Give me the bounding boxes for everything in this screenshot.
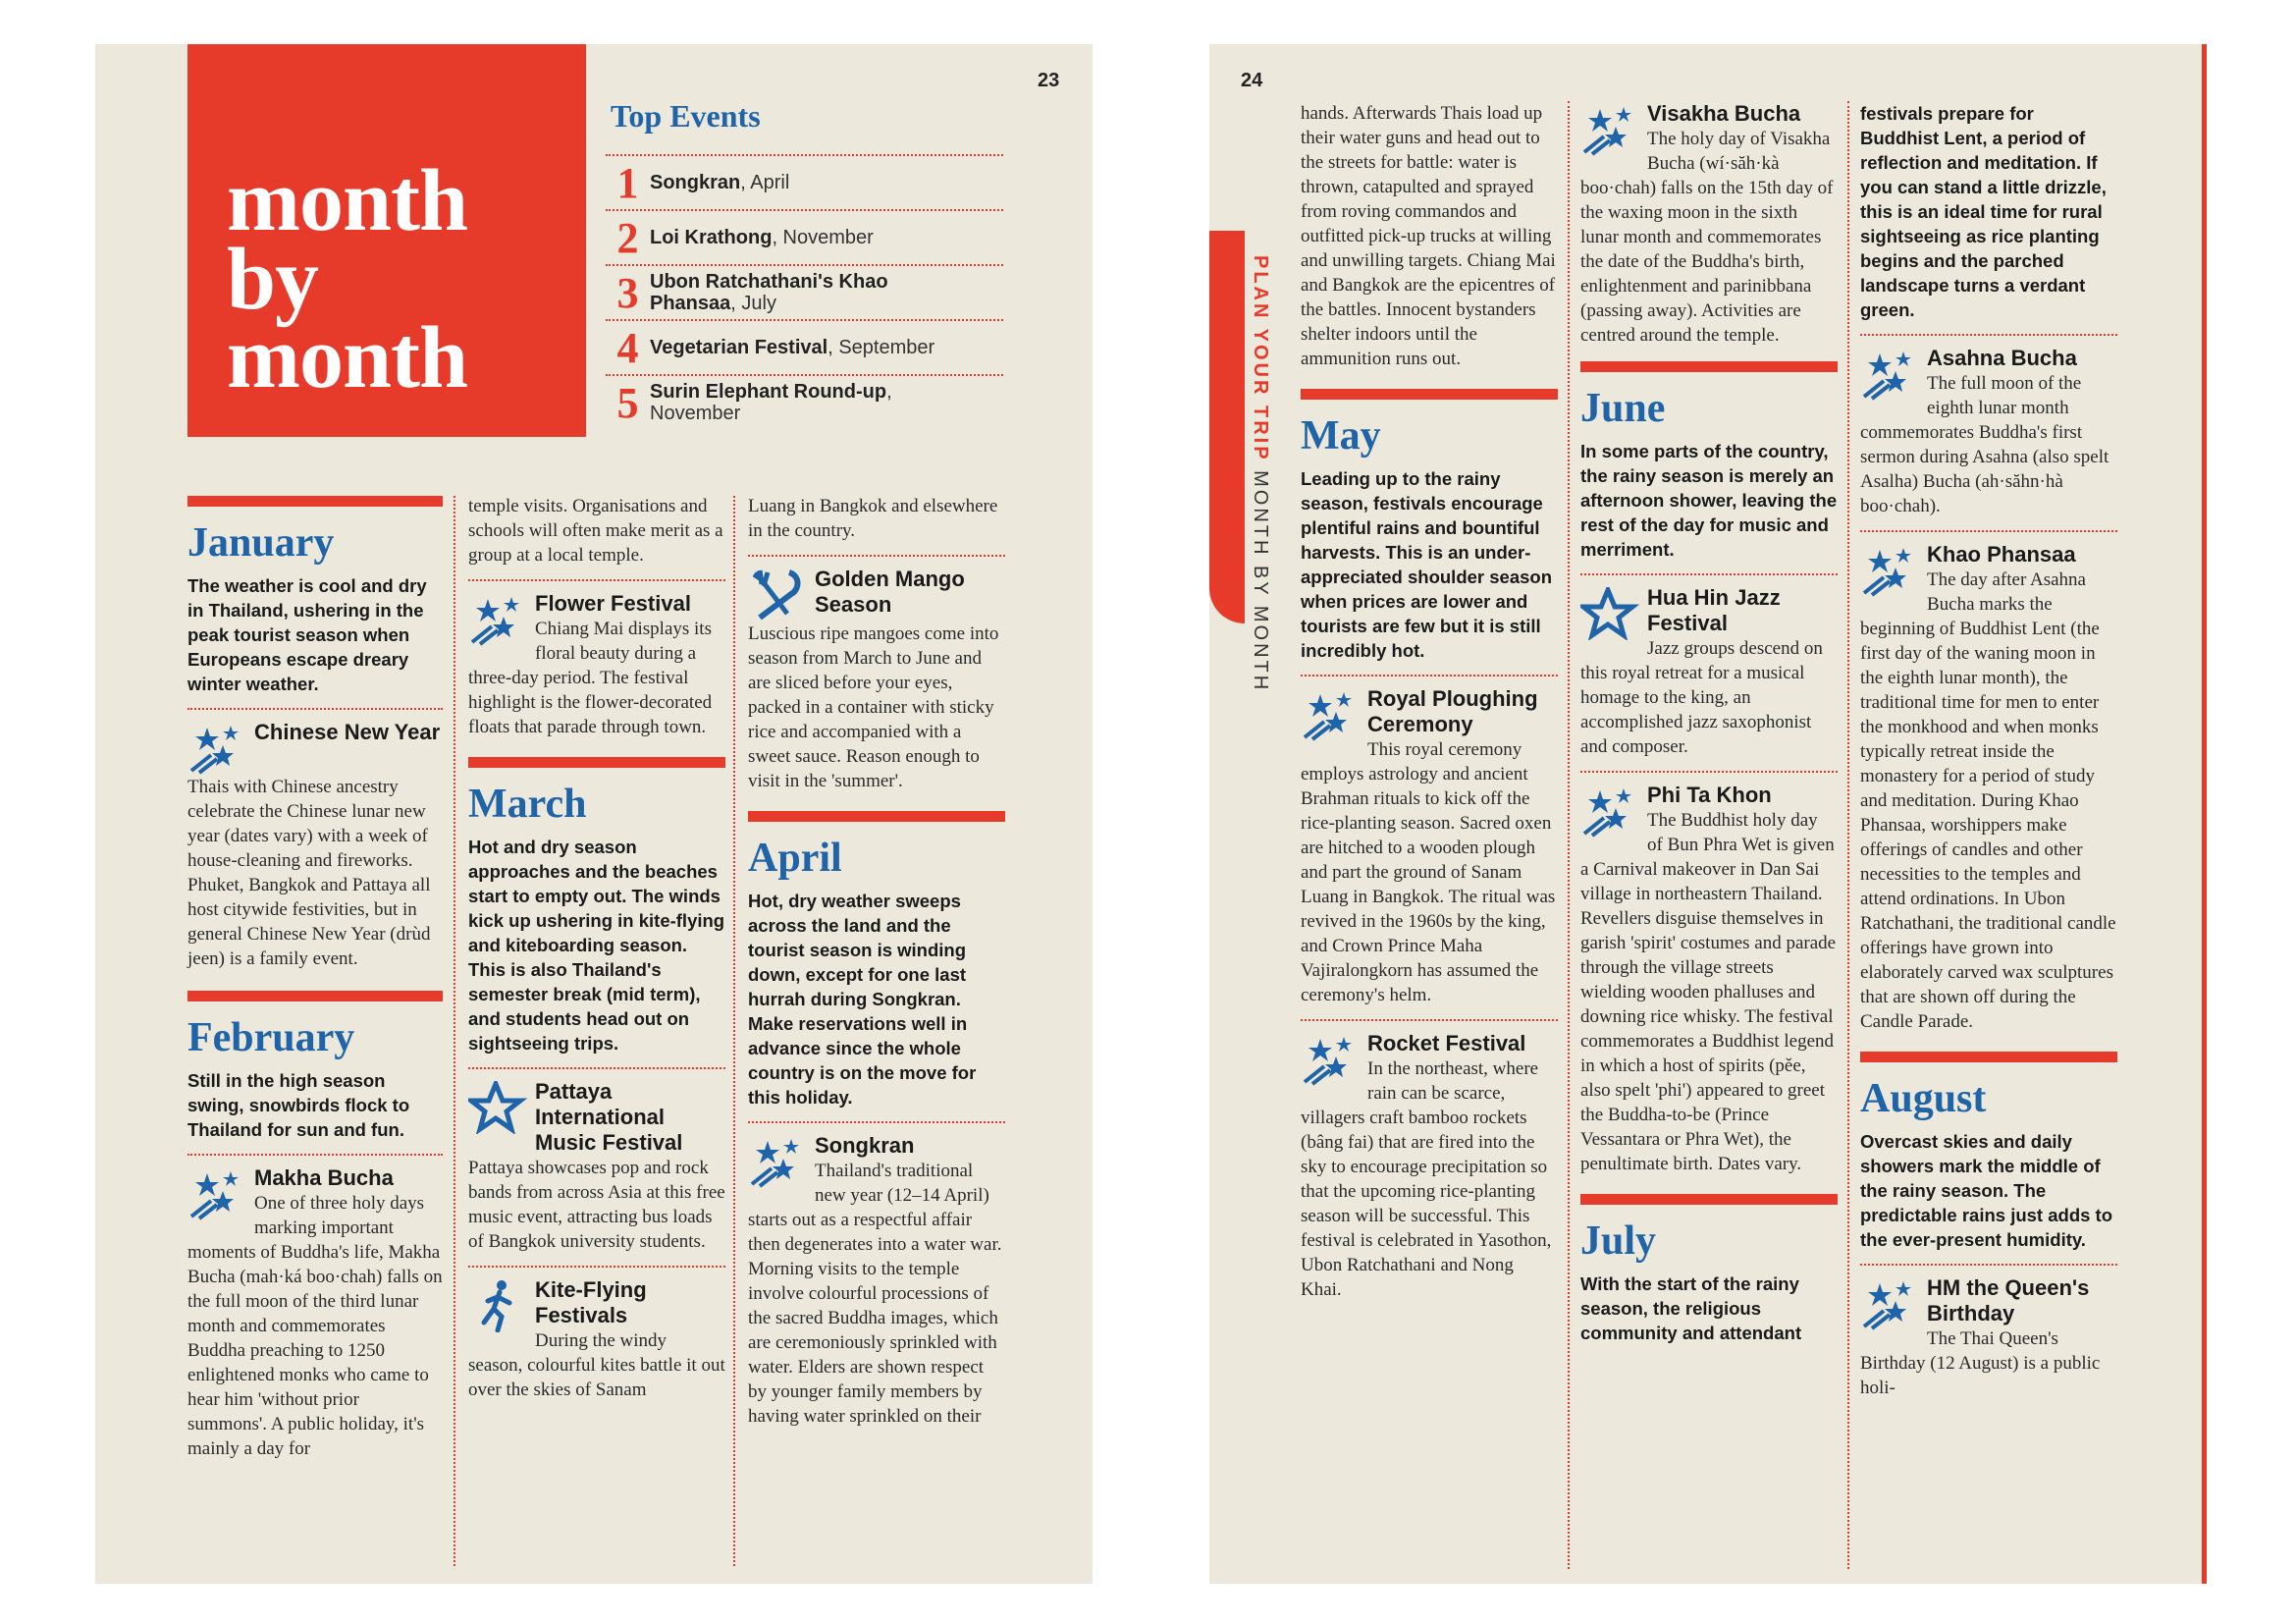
month-heading-february: February (187, 1015, 355, 1060)
event-body: Chiang Mai displays its floral beauty during a three-day period. The festival highlight is the flower-decorated floats that parade through town. (468, 619, 713, 737)
column-divider (1847, 101, 1849, 1569)
fireworks-icon (1860, 544, 1921, 597)
event-body: Pattaya showcases pop and rock bands from across Asia at this free music event, attracting bus loads of Bangkok university students. (468, 1158, 725, 1252)
top-event-detail: , November (772, 227, 874, 248)
column-1 (187, 496, 443, 1461)
month-heading-january: January (187, 520, 335, 566)
top-event-number: 4 (616, 323, 639, 372)
column-divider (733, 496, 735, 1566)
month-intro: Still in the high season swing, snowbirds flock to Thailand for sun and fun. (187, 1070, 410, 1140)
column-1 (1301, 101, 1558, 1302)
fireworks-icon (468, 593, 529, 646)
top-event-item (606, 154, 1003, 209)
event-body: The day after Asahna Bucha marks the beginning of Buddhist Lent (the first day of the waning moon in the eighth lunar month), the traditional time for men to enter the monkhood and when monks typically retreat inside the monastery for a period of study and meditation. During Khao Phansaa, worshippers make offerings of candles and other necessities to the temples and attend ordinations. In Ubon Ratchathani, the traditional candle offerings have grown into elaborately carved wax sculptures that are shown off during the Candle Parade. (1860, 569, 2116, 1032)
month-intro: Hot and dry season approaches and the beaches start to empty out. The winds kick up ushering in kite-flying and kiteboarding season. This is also Thailand's semester break (mid term), and students head out on sightseeing trips. (468, 837, 725, 1054)
event-title: Songkran (815, 1133, 915, 1158)
top-event-item (606, 374, 1003, 429)
column-2 (1580, 101, 1838, 1345)
month-intro: Hot, dry weather sweeps across the land and the tourist season is winding down, except for one last hurrah during Songkran. Make reservations well in advance since the whole country is on the move for this holiday. (748, 891, 977, 1108)
event-title: Pattaya International Music Festival (535, 1079, 683, 1155)
fireworks-icon (187, 1167, 248, 1220)
month-rule (1580, 361, 1838, 372)
top-event-detail: , July (730, 293, 776, 314)
page-number: 24 (1241, 70, 1263, 91)
continued-text: Luang in Bangkok and elsewhere in the country. (748, 496, 998, 541)
top-event-number: 3 (616, 268, 639, 317)
event-body: This royal ceremony employs astrology and ancient Brahman rituals to kick off the rice-planting season. Sacred oxen are hitched to a wooden plough and part the ground of Sanam Luang in Bangkok. The ritual was revived in the 1960s by the king, and Crown Prince Maha Vajiralongkorn has assumed the ceremony's helm. (1301, 739, 1556, 1005)
event-body: During the windy season, colourful kites battle it out over the skies of Sanam (468, 1330, 725, 1400)
month-rule (187, 496, 443, 507)
top-event-name: Surin Elephant Round-up (650, 381, 887, 403)
month-heading-august: August (1860, 1076, 1987, 1121)
top-event-name: Vegetarian Festival (650, 337, 828, 358)
continued-text: hands. Afterwards Thais load up their water guns and head out to the streets for battle: water is thrown, catapulted and sprayed from roving commandos and outfitted pick-up trucks at willing and unwilling targets. Chiang Mai and Bangkok are the epicentres of the battles. Innocent bystanders shelter indoors until the ammunition runs out. (1301, 103, 1556, 369)
left-page (95, 44, 1093, 1584)
fireworks-icon (1580, 103, 1641, 156)
fireworks-icon (748, 1135, 809, 1188)
top-event-name: Loi Krathong (650, 227, 773, 248)
month-heading-july: July (1580, 1218, 1657, 1264)
column-2 (468, 494, 725, 1402)
fireworks-icon (1580, 784, 1641, 838)
event-body: The full moon of the eighth lunar month commemorates Buddha's first sermon during Asahna (also spelt Asalha) Bucha (ah·săhn·hà boo·chah). (1860, 373, 2109, 516)
page-number: 23 (1038, 70, 1060, 91)
column-divider (1568, 101, 1570, 1569)
event-body: One of three holy days marking important moments of Buddha's life, Makha Bucha (mah·ká boo·chah) falls on the full moon of the third lunar month and commemorates Buddha preaching to 1250 enlightened monks who came to hear him 'without prior summons'. A public holiday, it's mainly a day for (187, 1193, 443, 1459)
top-event-name: Ubon Ratchathani's Khao Phansaa (650, 271, 888, 314)
top-event-name: Songkran (650, 172, 741, 193)
fireworks-icon (187, 722, 248, 775)
event-title: Kite-Flying Festivals (535, 1277, 647, 1327)
continued-intro: festivals prepare for Buddhist Lent, a period of reflection and meditation. If you can stand a little drizzle, this is an ideal time for rural sightseeing as rice planting begins and the parched landscape turns a verdant green. (1860, 103, 2107, 320)
top-event-detail: , November (650, 381, 892, 424)
section-label-bold: PLAN YOUR TRIP (1250, 255, 1271, 462)
month-rule (1301, 389, 1558, 400)
fireworks-icon (1860, 348, 1921, 401)
title-line: month (227, 152, 468, 249)
column-divider (454, 496, 455, 1566)
title-line: by (227, 231, 319, 328)
month-heading-april: April (748, 836, 842, 881)
top-event-number: 5 (616, 378, 639, 427)
fireworks-icon (1301, 1033, 1362, 1086)
month-intro: Overcast skies and daily showers mark the middle of the rainy season. The predictable rains just adds to the ever-present humidity. (1860, 1131, 2113, 1250)
month-rule (748, 811, 1005, 822)
event-body: In the northeast, where rain can be scarce, villagers craft bamboo rockets (bâng fai) that are fired into the sky to encourage precipitation so that the upcoming rice-planting season will be successful. This festival is celebrated in Yasothon, Ubon Ratchathani and Nong Khai. (1301, 1058, 1552, 1300)
event-title: Chinese New Year (254, 720, 441, 744)
event-title: Hua Hin Jazz Festival (1647, 585, 1781, 635)
star-icon (1580, 587, 1641, 640)
month-intro: The weather is cool and dry in Thailand, ushering in the peak tourist season when Europeans escape dreary winter weather. (187, 575, 427, 694)
month-heading-march: March (468, 782, 587, 827)
top-event-item (606, 264, 1003, 319)
title-line: month (227, 309, 468, 406)
month-intro: Leading up to the rainy season, festivals encourage plentiful rains and bountiful harvests. This is an under-appreciated shoulder season when prices are lower and tourists are few but it is still incredibly hot. (1301, 468, 1553, 661)
event-title: Visakha Bucha (1647, 101, 1801, 126)
top-event-detail: , September (828, 337, 935, 358)
top-event-number: 2 (616, 213, 639, 262)
month-heading-may: May (1301, 413, 1381, 459)
continued-text: temple visits. Organisations and schools will often make merit as a group at a local temple. (468, 496, 723, 566)
event-title: Phi Ta Khon (1647, 783, 1772, 807)
column-3 (1860, 101, 2117, 1400)
section-label (1249, 255, 1271, 692)
month-heading-june: June (1580, 386, 1666, 431)
star-icon (468, 1081, 529, 1134)
event-body: Jazz groups descend on this royal retreat for a musical homage to the king, an accomplished jazz saxophonist and composer. (1580, 638, 1823, 757)
title-block (187, 44, 586, 437)
top-event-detail: , April (740, 172, 790, 193)
event-body: Luscious ripe mangoes come into season from March to June and are sliced before your eyes, packed in a container with sticky rice and accompanied with a sweet sauce. Reason enough to visit in the 'summer'. (748, 623, 999, 791)
month-rule (187, 991, 443, 1001)
utensils-icon (748, 568, 809, 622)
month-rule (1860, 1052, 2117, 1062)
event-title: Royal Ploughing Ceremony (1367, 686, 1538, 736)
section-label-rest: MONTH BY MONTH (1250, 461, 1271, 693)
event-title: Asahna Bucha (1927, 346, 2077, 370)
fireworks-icon (1301, 688, 1362, 741)
event-body: The Thai Queen's Birthday (12 August) is a public holi- (1860, 1328, 2101, 1398)
event-title: Khao Phansaa (1927, 542, 2076, 567)
month-rule (468, 757, 725, 768)
page-title (227, 152, 468, 406)
event-title: Makha Bucha (254, 1165, 394, 1190)
top-event-item (606, 319, 1003, 374)
event-title: Flower Festival (535, 591, 691, 616)
fireworks-icon (1860, 1277, 1921, 1330)
runner-icon (468, 1279, 529, 1332)
event-title: Golden Mango Season (815, 567, 965, 617)
event-body: The Buddhist holy day of Bun Phra Wet is given a Carnival makeover in Dan Sai village in northeastern Thailand. Revellers disguise themselves in garish 'spirit' costumes and parade through the village streets wielding wooden phalluses and downing rice whisky. The festival commemorates a Buddhist legend in which a host of spirits (pěe, also spelt 'phi') appeared to greet the Buddha-to-be (Prince Vessantara or Phra Wet), the penultimate birth. Dates vary. (1580, 810, 1837, 1174)
column-3 (748, 494, 1005, 1429)
event-body: The holy day of Visakha Bucha (wí·săh·kà boo·chah) falls on the 15th day of the waxing moon in the sixth lunar month and commemorates the date of the Buddha's birth, enlightenment and parinibbana (passing away). Activities are centred around the temple. (1580, 129, 1834, 346)
section-tab (1209, 231, 1245, 623)
event-body: Thais with Chinese ancestry celebrate the Chinese lunar new year (dates vary) with a week of house-cleaning and fireworks. Phuket, Bangkok and Pattaya all host citywide festivities, but in general Chinese New Year (drùd jeen) is a family event. (187, 777, 431, 969)
top-event-item (606, 209, 1003, 264)
top-event-number: 1 (616, 158, 639, 207)
right-page (1209, 44, 2207, 1584)
event-title: Rocket Festival (1367, 1031, 1526, 1055)
month-intro: In some parts of the country, the rainy season is merely an afternoon shower, leaving the rest of the day for music and merriment. (1580, 441, 1838, 560)
month-rule (1580, 1194, 1838, 1205)
top-events-heading: Top Events (611, 98, 761, 134)
month-intro: With the start of the rainy season, the religious community and attendant (1580, 1273, 1802, 1343)
event-body: Thailand's traditional new year (12–14 April) starts out as a respectful affair then degenerates into a water war. Morning visits to the temple involve colourful processions of the sacred Buddha images, which are ceremoniously sprinkled with water. Elders are shown respect by younger family members by having water sprinkled on their (748, 1161, 1002, 1427)
event-title: HM the Queen's Birthday (1927, 1275, 2090, 1325)
page-edge (2202, 44, 2207, 1584)
